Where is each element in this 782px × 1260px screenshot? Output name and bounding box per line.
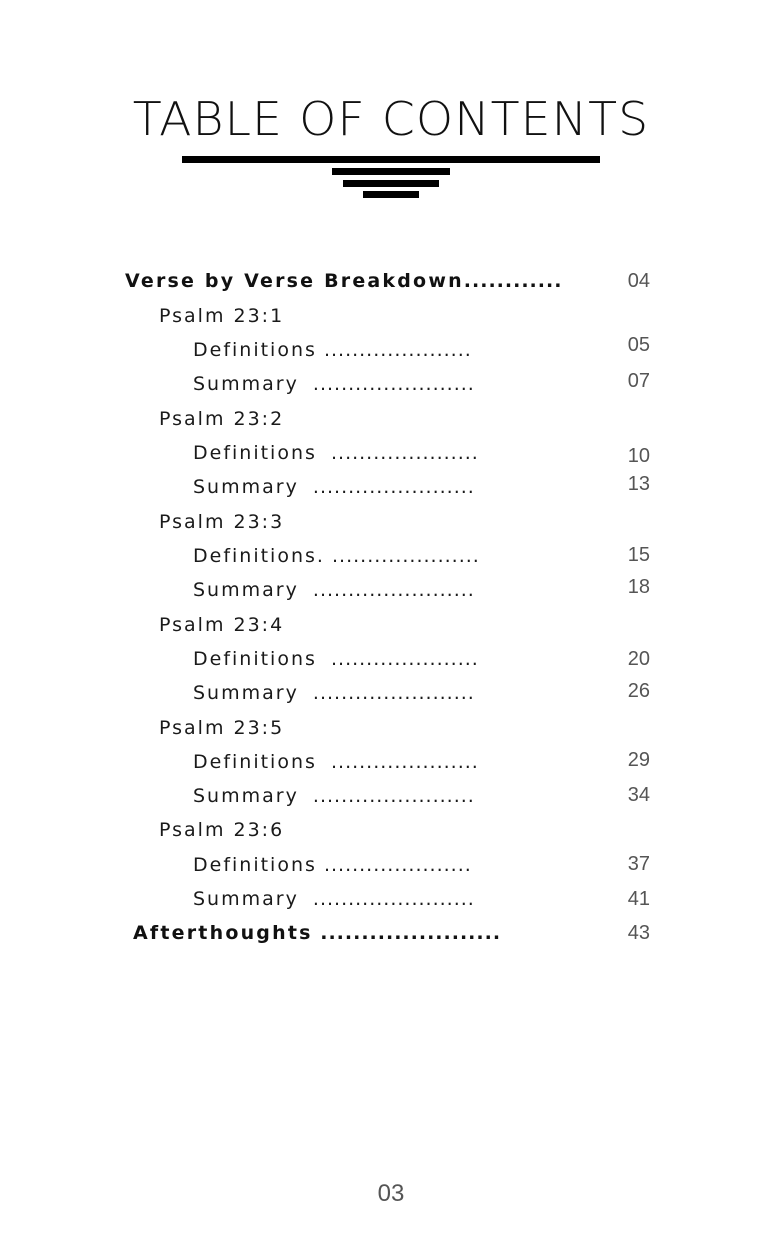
toc-leader-dots: ............: [463, 270, 563, 292]
toc-entry-label: Psalm 23:1: [159, 305, 285, 327]
toc-leader-dots: .....................: [324, 545, 480, 567]
title-underline-long: [182, 156, 600, 163]
toc-entry-label: Verse by Verse Breakdown: [125, 270, 464, 292]
toc-page-number: 34: [627, 784, 650, 806]
toc-entry-label: Summary: [193, 373, 299, 395]
page-title: TABLE OF CONTENTS: [132, 92, 650, 146]
toc-leader-dots: .....................: [316, 854, 472, 876]
toc-page-number: 18: [627, 576, 650, 598]
toc-page-number: 05: [627, 334, 650, 356]
toc-leader-dots: .....................: [316, 648, 479, 670]
toc-page-number: 15: [627, 544, 650, 566]
title-underline-step-3: [363, 191, 419, 198]
toc-entry-label: Psalm 23:6: [159, 819, 285, 841]
toc-leader-dots: .....................: [316, 339, 472, 361]
toc-page-number: 41: [627, 888, 650, 910]
toc-leader-dots: .......................: [298, 785, 475, 807]
toc-entry-label: Psalm 23:4: [159, 614, 285, 636]
toc-page-number: 29: [627, 749, 650, 771]
toc-leader-dots: .......................: [298, 373, 475, 395]
toc-entry-label: Summary: [193, 682, 299, 704]
toc-leader-dots: .....................: [316, 442, 479, 464]
toc-leader-dots: .....................: [316, 751, 479, 773]
toc-entry-label: Summary: [193, 476, 299, 498]
toc-page-number: 37: [627, 853, 650, 875]
toc-entry-label: Definitions: [193, 339, 317, 361]
toc-entry-label: Afterthoughts: [133, 922, 313, 944]
toc-entry-label: Summary: [193, 579, 299, 601]
toc-entry-label: Psalm 23:3: [159, 511, 285, 533]
title-underline-step-1: [332, 168, 450, 175]
toc-page-number: 20: [627, 648, 650, 670]
toc-page-number: 43: [627, 922, 650, 944]
toc-page-number: 13: [627, 473, 650, 495]
toc-entry-label: Summary: [193, 888, 299, 910]
toc-entry-label: Psalm 23:2: [159, 408, 285, 430]
toc-page-number: 10: [627, 445, 650, 467]
toc-entry-label: Psalm 23:5: [159, 717, 285, 739]
toc-entry-label: Definitions: [193, 751, 317, 773]
toc-page-number: 26: [627, 680, 650, 702]
toc-entry-label: Summary: [193, 785, 299, 807]
toc-leader-dots: .......................: [298, 888, 475, 910]
toc-leader-dots: .......................: [298, 476, 475, 498]
toc-entry-label: Definitions: [193, 854, 317, 876]
toc-entry-label: Definitions.: [193, 545, 325, 567]
toc-entry-label: Definitions: [193, 648, 317, 670]
toc-leader-dots: .......................: [298, 579, 475, 601]
title-underline-step-2: [343, 180, 439, 187]
toc-leader-dots: .......................: [298, 682, 475, 704]
toc-page-number: 07: [627, 370, 650, 392]
toc-leader-dots: ......................: [312, 922, 502, 944]
page-number: 03: [377, 1180, 405, 1207]
toc-entry-label: Definitions: [193, 442, 317, 464]
toc-page-number: 04: [627, 270, 650, 292]
